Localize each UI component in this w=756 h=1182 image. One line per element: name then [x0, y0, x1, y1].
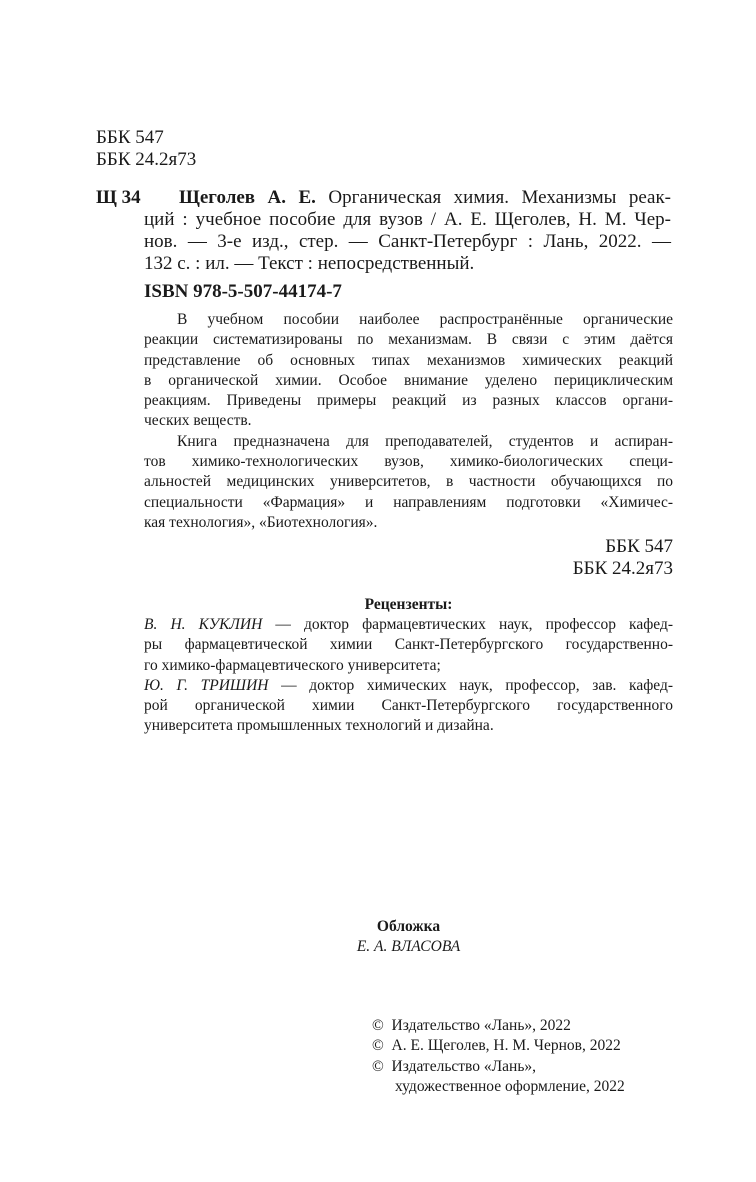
copyright-line: © Издательство «Лань», [372, 1057, 537, 1075]
cover-credit [144, 917, 673, 958]
top-bbk-block [96, 127, 196, 171]
cover-title: Обложка [376, 918, 441, 935]
author-sign-code: Щ 34 [96, 187, 141, 208]
abstract [144, 310, 673, 533]
copyright-line: © Издательство «Лань», 2022 [372, 1017, 571, 1034]
citation-rest [144, 209, 671, 275]
reviewer-1-name: В. Н. КУКЛИН [144, 616, 263, 633]
reviewer-2-name: Ю. Г. ТРИШИН [144, 676, 269, 694]
citation-line-3: нов. — 3-е изд., стер. — Санкт-Петербург : Лань, 2022. — [144, 231, 671, 252]
copyright-symbol: © [372, 1017, 384, 1034]
abstract-line: специальности «Фармация» и направлениям подготовки «Химичес- [144, 493, 673, 511]
citation-author: Щеголев А. Е. [179, 187, 316, 208]
right-bbk-block [400, 536, 673, 580]
reviewer-1-line: В. Н. КУКЛИН — доктор фармацевтических наук, профессор кафед- [144, 616, 674, 633]
citation-line-2: ций : учебное пособие для вузов / А. Е. Щеголев, Н. М. Чер- [144, 209, 671, 230]
abstract-line: в органической химии. Особое внимание уделено перициклическим [144, 371, 673, 389]
reviewer-2-line: рой органической химии Санкт-Петербургского государственного [144, 697, 673, 715]
abstract-line: В учебном пособии наиболее распространённые органические [177, 311, 673, 328]
abstract-line: альностей медицинских университетов, в частности обучающихся по [144, 473, 673, 491]
citation-title: Органическая химия. Механизмы реак- [328, 187, 672, 208]
abstract-line: кая технология», «Биотехнология». [144, 513, 378, 531]
top-bbk-line: ББК 547 [96, 127, 164, 148]
abstract-line: реакции систематизированы по механизмам. В связи с этим даётся [144, 331, 673, 349]
reviewer-2-line: университета промышленных технологий и дизайна. [144, 717, 494, 735]
top-bbk-line: ББК 24.2я73 [96, 149, 197, 170]
copyright-line: © А. Е. Щеголев, Н. М. Чернов, 2022 [372, 1037, 621, 1055]
abstract-line: представление об основных типах механизмов химических реакций [144, 351, 673, 369]
abstract-line: тов химико-технологических вузов, химико-биологических специ- [144, 453, 673, 471]
reviewers-title: Рецензенты: [364, 596, 453, 613]
reviewer-1-line: го химико-фармацевтического университета; [144, 656, 441, 674]
copyright-line: художественное оформление, 2022 [395, 1077, 625, 1095]
citation-line-1 [179, 187, 671, 209]
abstract-line: реакциям. Приведены примеры реакций из разных классов органи- [144, 392, 673, 410]
reviewer-1-line: ры фармацевтической химии Санкт-Петербургского государственно- [144, 636, 673, 654]
copyright-symbol: © [372, 1037, 384, 1055]
reviewer-2-line: Ю. Г. ТРИШИН — доктор химических наук, профессор, зав. кафед- [144, 676, 673, 694]
abstract-line: ческих веществ. [144, 412, 252, 430]
isbn: ISBN 978-5-507-44174-7 [144, 281, 342, 302]
abstract-line: Книга предназначена для преподавателей, студентов и аспиран- [177, 432, 673, 450]
right-bbk-line: ББК 547 [605, 536, 673, 557]
cover-designer: Е. А. ВЛАСОВА [356, 938, 461, 956]
reviewers-list [144, 615, 673, 737]
citation-line-4: 132 с. : ил. — Текст : непосредственный. [144, 253, 475, 274]
right-bbk-line: ББК 24.2я73 [572, 558, 673, 579]
copyright-symbol: © [372, 1057, 384, 1075]
copyright-block [372, 1016, 682, 1097]
